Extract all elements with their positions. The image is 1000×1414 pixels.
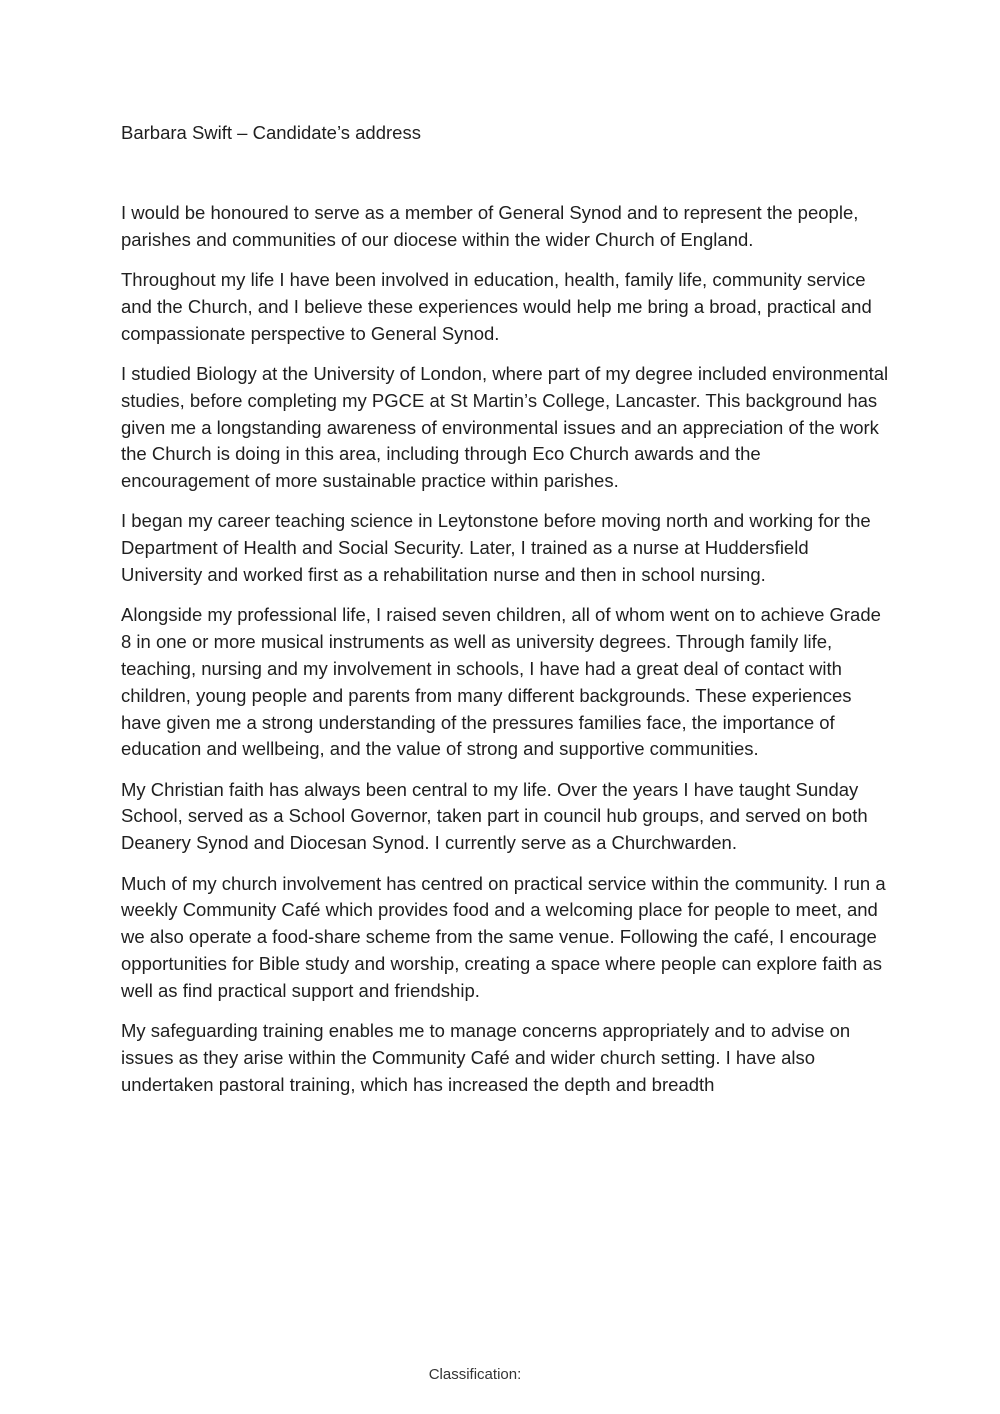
paragraph: My Christian faith has always been central to my life. Over the years I have taught Sunday School, served as a School Governor, taken part in council hub groups, and served on both Deanery Synod and Diocesan Synod. I currently serve as a Churchwarden. <box>121 778 868 854</box>
paragraph: Much of my church involvement has centred on practical service within the community. I run a weekly Community Café which provides food and a welcoming place for people to meet, and we also operate a food-share scheme from the same venue. Following the café, I encourage opportunities for Bible study and worship, creating a space where people can explore faith as well as find practical support and friendship. <box>121 872 886 1001</box>
paragraph: I studied Biology at the University of London, where part of my degree included environmental studies, before completing my PGCE at St Martin’s College, Lancaster. This background has given me a longstanding awareness of environmental issues and an appreciation of the work the Church is doing in this area, including through Eco Church awards and the encouragement of more sustainable practice within parishes. <box>121 362 889 492</box>
document-body <box>121 200 891 1112</box>
paragraph: I would be honoured to serve as a member of General Synod and to represent the people, parishes and communities of our diocese within the wider Church of England. <box>121 202 859 250</box>
paragraph: I began my career teaching science in Leytonstone before moving north and working for the Department of Health and Social Security. Later, I trained as a nurse at Huddersfield University and worked first as a rehabilitation nurse and then in school nursing. <box>121 510 871 586</box>
paragraph: My safeguarding training enables me to manage concerns appropriately and to advise on issues as they arise within the Community Café and wider church setting. I have also undertaken pastoral training, which has increased the depth and breadth <box>121 1020 851 1095</box>
paragraph: Alongside my professional life, I raised seven children, all of whom went on to achieve Grade 8 in one or more musical instruments as well as university degrees. Through family life, teaching, nursing and my involvement in schools, I have had a great deal of contact with children, young people and parents from many different backgrounds. These experiences have given me a strong understanding of the pressures families face, the importance of education and wellbeing, and the value of strong and supportive communities. <box>121 604 881 760</box>
paragraph: Throughout my life I have been involved in education, health, family life, community service and the Church, and I believe these experiences would help me bring a broad, practical and compassionate perspective to General Synod. <box>121 269 872 344</box>
classification-footer: Classification: <box>428 1366 522 1383</box>
document-title: Barbara Swift – Candidate’s address <box>121 122 421 143</box>
